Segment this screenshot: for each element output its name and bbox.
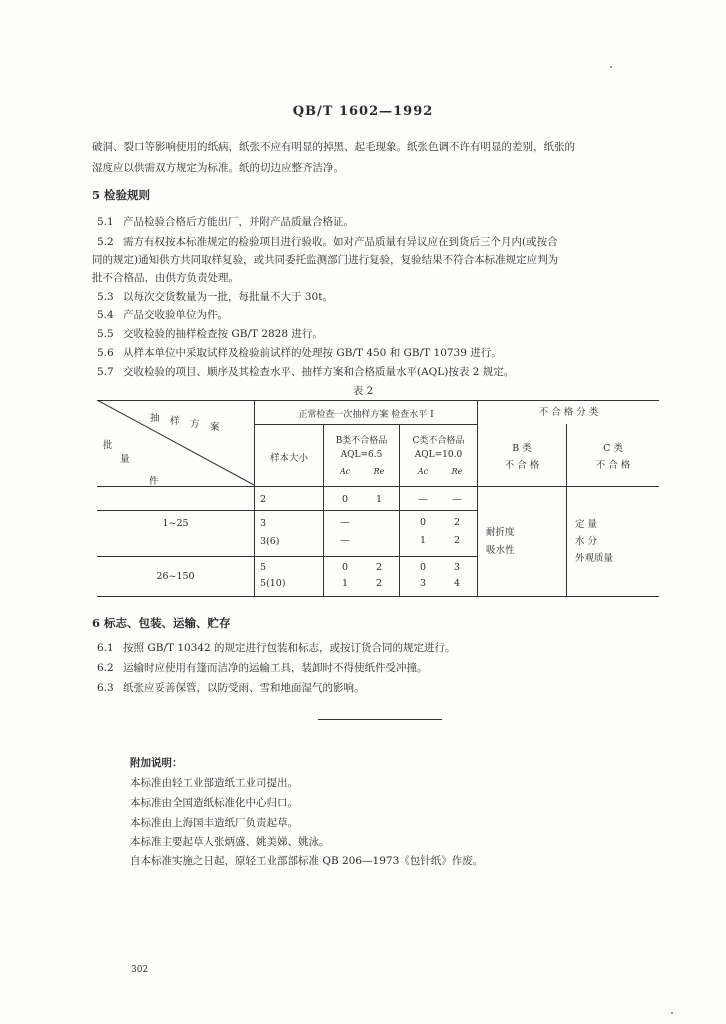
clause-5-1 (97, 214, 354, 229)
table-col-divider (477, 400, 478, 596)
page-number: 302 (131, 965, 149, 975)
c-re: 2 (453, 535, 461, 546)
header-c-class-sub: 不 合 格 (595, 460, 631, 471)
c-ac: 0 (419, 517, 427, 528)
clause-5-5 (97, 326, 323, 341)
c-ac: 1 (419, 535, 427, 546)
header-normal-inspection: 正常检查一次抽样方案 检查水平 I (298, 410, 434, 420)
header-sampling-1: 抽 (150, 413, 160, 424)
clause-number: 5.5 (97, 328, 114, 340)
b-ac: 0 (341, 562, 349, 573)
b-ac: — (340, 517, 350, 528)
clause-text: 需方有权按本标准规定的检验项目进行验收。如对产品质量有异议应在到货后三个月内(或按合 (123, 236, 558, 248)
note-line: 本标准由全国造纸标准化中心归口。 (130, 797, 298, 809)
header-b-re: Re (373, 467, 385, 476)
clause-5-3 (97, 289, 333, 304)
sample-size: 3(6) (260, 536, 280, 547)
clause-text: 运输时应使用有篷而洁净的运输工具，装卸时不得使纸件受冲撞。 (123, 662, 428, 674)
clause-5-6 (97, 345, 502, 360)
header-b-class: B 类 (512, 443, 532, 454)
clause-number: 5.1 (97, 216, 114, 228)
clause-number: 5.6 (97, 347, 114, 359)
clause-5-2-cont-1: 同的规定)通知供方共同取样复验，或共同委托监测部门进行复验，复验结果不符合本标准规定应判为 (92, 254, 559, 266)
header-c-nonconforming: C类不合格品 (412, 436, 465, 446)
header-b-aql: AQL=6.5 (340, 450, 383, 460)
sample-size: 5(10) (260, 578, 286, 589)
clause-6-1 (97, 640, 456, 655)
header-c-class: C 类 (603, 443, 623, 454)
header-sample-size: 样本大小 (269, 453, 308, 464)
b-re: 2 (375, 578, 383, 589)
section-6-title: 6 标志、包装、运输、贮存 (92, 616, 231, 630)
note-line: 本标准主要起草人张炳盛、姚美娣、姚泳。 (130, 836, 330, 848)
intro-line-2: 湿度应以供需双方规定为标准。纸的切边应整齐洁净。 (92, 162, 344, 174)
c-re: 3 (453, 562, 461, 573)
b-ac: 0 (341, 494, 349, 505)
sample-size: 5 (260, 562, 267, 573)
clause-6-3 (97, 680, 365, 695)
clause-text: 从样本单位中采取试样及检验前试样的处理按 GB/T 450 和 GB/T 10739 进行。 (123, 347, 502, 359)
clause-text: 产品交收验单位为件。 (123, 309, 228, 321)
note-line: 本标准由轻工业部造纸工业司提出。 (130, 777, 298, 789)
clause-5-2 (97, 234, 558, 249)
c-ac: — (418, 494, 428, 505)
notes-title: 附加说明： (130, 757, 183, 769)
header-batch-3: 件 (149, 476, 159, 487)
document-header: QB/T 1602—1992 (292, 104, 434, 119)
header-b-ac: Ac (339, 467, 351, 476)
header-c-re: Re (451, 467, 463, 476)
header-nonconformity-class: 不 合 格 分 类 (538, 407, 599, 418)
b-ac: 1 (341, 578, 349, 589)
clause-5-7 (97, 364, 514, 379)
clause-text: 产品检验合格后方能出厂，并附产品质量合格证。 (123, 216, 354, 228)
c-item-grammage: 定 量 (575, 519, 598, 530)
header-b-nonconforming: B类不合格品 (335, 436, 388, 446)
scan-speck (671, 1012, 673, 1014)
sample-size: 2 (260, 494, 267, 505)
batch-range-2: 26~150 (156, 571, 195, 582)
clause-number: 5.4 (97, 309, 114, 321)
b-item-folding: 耐折度 (486, 527, 515, 538)
c-item-moisture: 水 分 (575, 536, 598, 547)
c-ac: 3 (419, 578, 427, 589)
clause-text: 按照 GB/T 10342 的规定进行包装和标志，或按订货合同的规定进行。 (123, 642, 456, 654)
clause-number: 6.1 (97, 642, 114, 654)
header-batch-1: 批 (103, 440, 113, 451)
c-ac: 0 (419, 562, 427, 573)
c-re: — (452, 494, 462, 505)
table-row-divider (97, 510, 477, 511)
c-re: 2 (453, 517, 461, 528)
table-header-border (97, 486, 659, 487)
b-item-absorbency: 吸水性 (486, 545, 515, 556)
table-bottom-border (97, 596, 659, 597)
clause-number: 5.2 (97, 236, 114, 248)
clause-text: 纸张应妥善保管，以防受雨、雪和地面湿气的影响。 (123, 682, 365, 694)
clause-5-4 (97, 307, 228, 322)
end-rule (318, 719, 442, 720)
header-b-class-sub: 不 合 格 (504, 460, 540, 471)
clause-number: 6.2 (97, 662, 114, 674)
sample-size: 3 (260, 518, 267, 529)
note-line: 自本标准实施之日起，原轻工业部部标准 QB 206—1973《包针纸》作废。 (130, 855, 484, 867)
clause-text: 交收检验的项目、顺序及其检查水平、抽样方案和合格质量水平(AQL)按表 2 规定。 (123, 366, 515, 378)
batch-range-1: 1~25 (162, 518, 189, 529)
clause-number: 6.3 (97, 682, 114, 694)
header-batch-2: 量 (120, 454, 130, 465)
header-sampling-3: 方 (190, 419, 200, 430)
clause-5-2-cont-2: 批不合格品，由供方负责处理。 (92, 272, 239, 284)
header-sampling-2: 样 (170, 416, 180, 427)
clause-text: 以每次交货数量为一批，每批量不大于 30t。 (123, 291, 333, 303)
note-line: 本标准由上海国丰造纸厂负责起草。 (130, 817, 298, 829)
table-subheader-divider (255, 424, 477, 425)
section-5-title: 5 检验规则 (92, 188, 151, 202)
b-ac: — (340, 535, 350, 546)
intro-line-1: 破洞、裂口等影响使用的纸病，纸张不应有明显的掉黑、起毛现象。纸张色调不许有明显的差别，纸张的 (92, 141, 575, 153)
table-row-divider (97, 556, 477, 557)
header-c-ac: Ac (417, 467, 429, 476)
b-re: 2 (375, 562, 383, 573)
c-re: 4 (453, 578, 461, 589)
b-re: 1 (375, 494, 383, 505)
table-caption: 表 2 (352, 385, 374, 397)
clause-6-2 (97, 660, 428, 675)
header-sampling-4: 案 (210, 422, 220, 433)
header-c-aql: AQL=10.0 (414, 450, 463, 460)
clause-text: 交收检验的抽样检查按 GB/T 2828 进行。 (123, 328, 323, 340)
scan-speck (610, 66, 612, 68)
clause-number: 5.3 (97, 291, 114, 303)
clause-number: 5.7 (97, 366, 114, 378)
c-item-appearance: 外观质量 (575, 553, 614, 564)
